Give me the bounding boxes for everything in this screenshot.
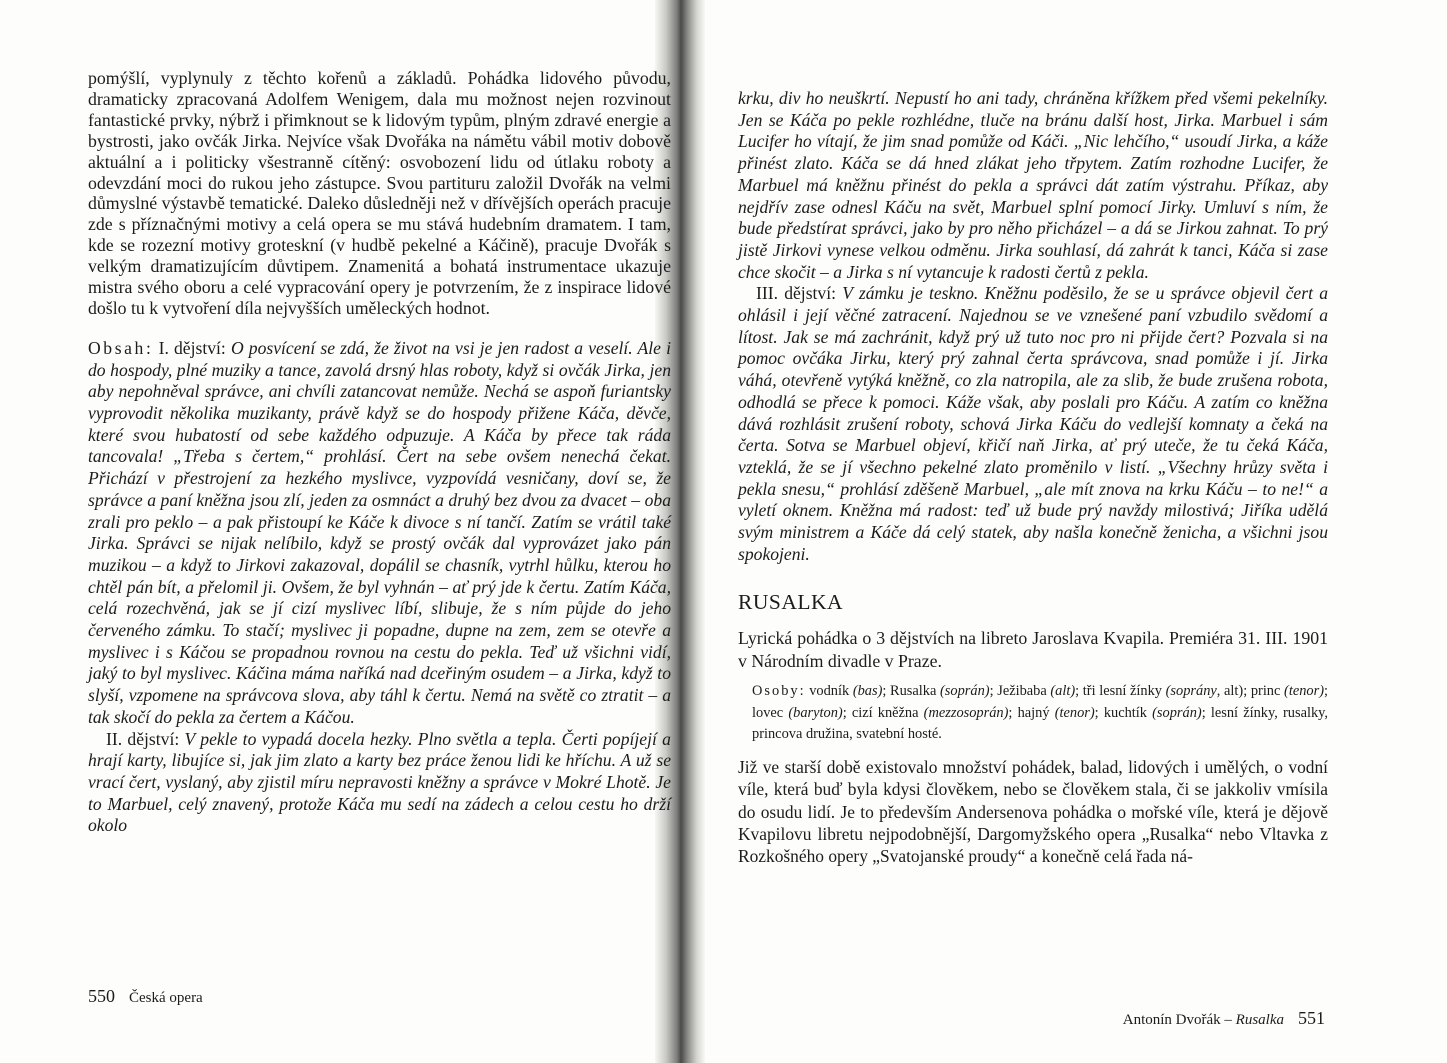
running-head-title: Rusalka xyxy=(1235,1012,1284,1028)
synopsis-act2-continued: krku, div ho neuškrtí. Nepustí ho ani tady, chráněna křížkem před všemi pekelníky. Jen se Káča po pekle rozhlédne, tluče na bránu další host, Jirka. Marbuel i sám Lucifer ho vítají, že jim snad pomůže od Káči. „Nic lehčího,“ usoudí Jirka, a káže přinést zlato. Káča se dá hned zlákat jeho třpytem. Zatím rozhodne Lucifer, že Marbuel má kněžnu přinést do pekla a správci dát zatím výstrahu. Příkaz, aby nejdřív zase odnesl Káču na svět, Marbuel splní pomocí Jirky. Umluví s ním, že bude předstírat správci, jako by pro něho přicházel – a dá se Jirkou zahnat. To prý jistě Jirkovi vynese velkou odměnu. Jirka souhlasí, dá zahrát k tanci, Káča si zase chce skočit – a Jirka s ní vytancuje k radosti čertů z pekla. xyxy=(738,88,1328,282)
cast-segment: (soprán) xyxy=(940,683,990,700)
running-head-left: Česká opera xyxy=(129,990,203,1006)
right-page xyxy=(738,88,1328,1040)
synopsis-act3 xyxy=(738,283,1328,565)
cast-segment: ; Rusalka xyxy=(882,683,941,700)
left-footer xyxy=(88,986,203,1007)
page-number-right: 551 xyxy=(1298,1008,1325,1028)
running-head-author: Antonín Dvořák – xyxy=(1122,1012,1236,1028)
cast-segment: (soprán) xyxy=(1152,704,1202,721)
synopsis-act1 xyxy=(88,338,671,729)
cast-segment: , alt); princ xyxy=(1216,683,1285,700)
act1-label: I. dějství: xyxy=(153,337,231,358)
opera-subtitle: Lyrická pohádka o 3 dějstvích na libreto Jaroslava Kvapila. Premiéra 31. III. 1901 v Národním divadle v Praze. xyxy=(738,628,1328,672)
act2-label: II. dějství: xyxy=(106,728,185,749)
obsah-label: Obsah: xyxy=(88,337,154,358)
left-page xyxy=(88,68,671,1028)
right-footer xyxy=(1123,1008,1325,1029)
synopsis-act2 xyxy=(88,729,671,838)
cast-segment: ; hajný xyxy=(1008,704,1055,721)
cast-segment: (soprány xyxy=(1165,683,1217,700)
cast-segment: vodník xyxy=(805,683,853,700)
act3-label: III. dějství: xyxy=(756,283,843,304)
act1-text: O posvícení se zdá, že život na vsi je jen radost a veselí. Ale i do hospody, plné muziky a tance, zavolá drsný hlas roboty, když si ovčák Jirka, jen aby nepohněval správce, ani chvíli zatancovat nemůže. Nechá se aspoň furiantsky vyprovodit několika muzikanty, právě když se do hospody přižene Káča, děvče, které svou hubatostí od sebe každého odpuzuje. A Káča by přece tak ráda tancovala! „Třeba s čertem,“ prohlásí. Čert na sebe ovšem nenechá čekat. Přichází v přestrojení za hezkého myslivce, vyzpovídá vesničany, doví se, že správce a paní kněžna jsou zlí, jeden za osmnáct a druhý bez dvou za dvacet – oba zrali pro peklo – a pak přistoupí ke Káče k divoce s ní tančí. Zatím se vrátil také Jirka. Správci se nijak nelíbilo, když se prostý ovčák dal vyprovázet jako pán muzikou – a když to Jirkovi zakazoval, dopálil se chasník, vytrhl hůlku, kterou ho chtěl pán bít, a přelomil ji. Ovšem, že byl vyhnán – ať prý jde k čertu. Zatím Káča, celá rozechvěná, jak se jí cizí myslivec líbí, slibuje, že s ním půjde do jeho červeného zámku. To stačí; myslivec ji popadne, dupne na zem, zem se otevře a myslivec i s Káčou se propadnou rovnou na cestu do pekla. Teď už všichni vidí, jaký to byl myslivec. Káčina máma naříká nad dceřiným osudem – a Jirka, když to slyší, vzpomene na správcova slova, aby táhl k čertu. Nemá na světě co ztratit – a tak skočí do pekla za čertem a Káčou. xyxy=(88,337,671,727)
act2-text: V pekle to vypadá docela hezky. Plno světla a tepla. Čerti popíjejí a hrají karty, libujíce si, jak jim zlato a karty bez práce ženou lidi ke hříchu. A už se vrací čert, vyslaný, aby zjistil míru nepravosti kněžny a správce v Mokré Lhotě. Je to Marbuel, celý znavený, protože Káča mu sedí na zádech a celou cestu ho drží okolo xyxy=(88,728,671,836)
act3-text: V zámku je teskno. Kněžnu poděsilo, že se u správce objevil čert a ohlásil i její věčné zatracení. Najednou se ve vznešené paní vzbudilo svědomí a lítost. Jak se má zachránit, když prý už tuto noc pro ni přijde čert? Pozvala si na pomoc ovčáka Jirku, který prý zahnal čerta správcova, snad pomůže i jí. Jirka váhá, otevřeně vytýká kněžně, co zla natropila, ale za slib, že bude zrušena robota, odhodlá se přece k pomoci. Káže však, aby poslali pro Káču. A zatím co kněžna dává rozhlásit zrušení roboty, schová Jirka Káču do vedlejší komnaty a čeká na čerta. Sotva se Marbuel objeví, křičí naň Jirka, ať prý uteče, že tu čeká Káča, vzteklá, že se jí všechno pekelné zlato proměnilo v listí. „Všechny hrůzy světa i pekla snesu,“ prohlásí zděšeně Marbuel, „ale mít znova na krku Káču – to ne!“ a vyletí oknem. Kněžna má radost: teď už bude prý navždy milostivá; Jiříka udělá svým ministrem a Káče dá celý statek, aby našla konečně ženicha, a všichni jsou spokojeni. xyxy=(738,283,1328,564)
cast-segment: (tenor) xyxy=(1284,683,1324,700)
cast-segment: ; kuchtík xyxy=(1094,704,1153,721)
cast-entries xyxy=(752,683,1328,742)
cast-segment: ; tři lesní žínky xyxy=(1075,683,1166,700)
cast-list xyxy=(738,681,1328,746)
rusalka-intro: Již ve starší době existovalo množství pohádek, balad, lidových i umělých, o vodní víle, která buď byla kdysi člověkem, nebo se člověkem stala, či se jakkoliv vmísila do osudu lidí. Je to především Andersenova pohádka o mořské víle, která je dějově Kvapilovu libretu nejpodobnější, Dargomyžského opera „Rusalka“ nebo Vltavka z Rozkošného opery „Svatojanské proudy“ a konečně celá řada ná- xyxy=(738,756,1328,867)
cast-segment: ; lesní žínky, rusalky, princova družina, svatební hosté. xyxy=(752,704,1329,743)
cast-segment: ; lovec xyxy=(752,683,1328,721)
cast-segment: ; cizí kněžna xyxy=(842,704,924,721)
cast-segment: (baryton) xyxy=(788,704,843,721)
intro-paragraph: pomýšlí, vyplynuly z těchto kořenů a základů. Pohádka lidového původu, dramaticky zpracovaná Adolfem Wenigem, dala mu možnost nejen rozvinout fantastické prvky, nýbrž i přimknout se k lidovým typům, plným zdravé energie a bystrosti, jako ovčák Jirka. Nejvíce však Dvořáka na námětu vábil motiv dobově aktuální a i politicky všestranně cítěný: osvobození lidu od útlaku roboty a odevzdání moci do rukou jeho zástupce. Svou partituru založil Dvořák na velmi důmyslné výstavbě tematické. Daleko důsledněji než v dřívějších operách pracuje zde s příznačnými motivy a celá opera se mu stává hudebním dramatem. I tam, kde se rozezní motivy groteskní (v hudbě pekelné a Káčině), pracuje Dvořák s velkým dramatizujícím důvtipem. Znamenitá a bohatá instrumentace ukazuje mistra svého oboru a celé vypracování opery je potvrzením, že z inspirace lidové došlo tu k vytvoření díla nejvyšších uměleckých hodnot. xyxy=(88,68,671,318)
osoby-label: Osoby: xyxy=(752,683,806,700)
cast-segment: (tenor) xyxy=(1054,704,1095,721)
cast-segment: (alt) xyxy=(1050,683,1076,700)
page-number-left: 550 xyxy=(88,986,115,1006)
section-heading: RUSALKA xyxy=(738,590,844,615)
cast-segment: (mezzosoprán) xyxy=(923,704,1009,721)
cast-segment: ; Ježibaba xyxy=(989,683,1051,700)
cast-segment: (bas) xyxy=(852,683,883,700)
